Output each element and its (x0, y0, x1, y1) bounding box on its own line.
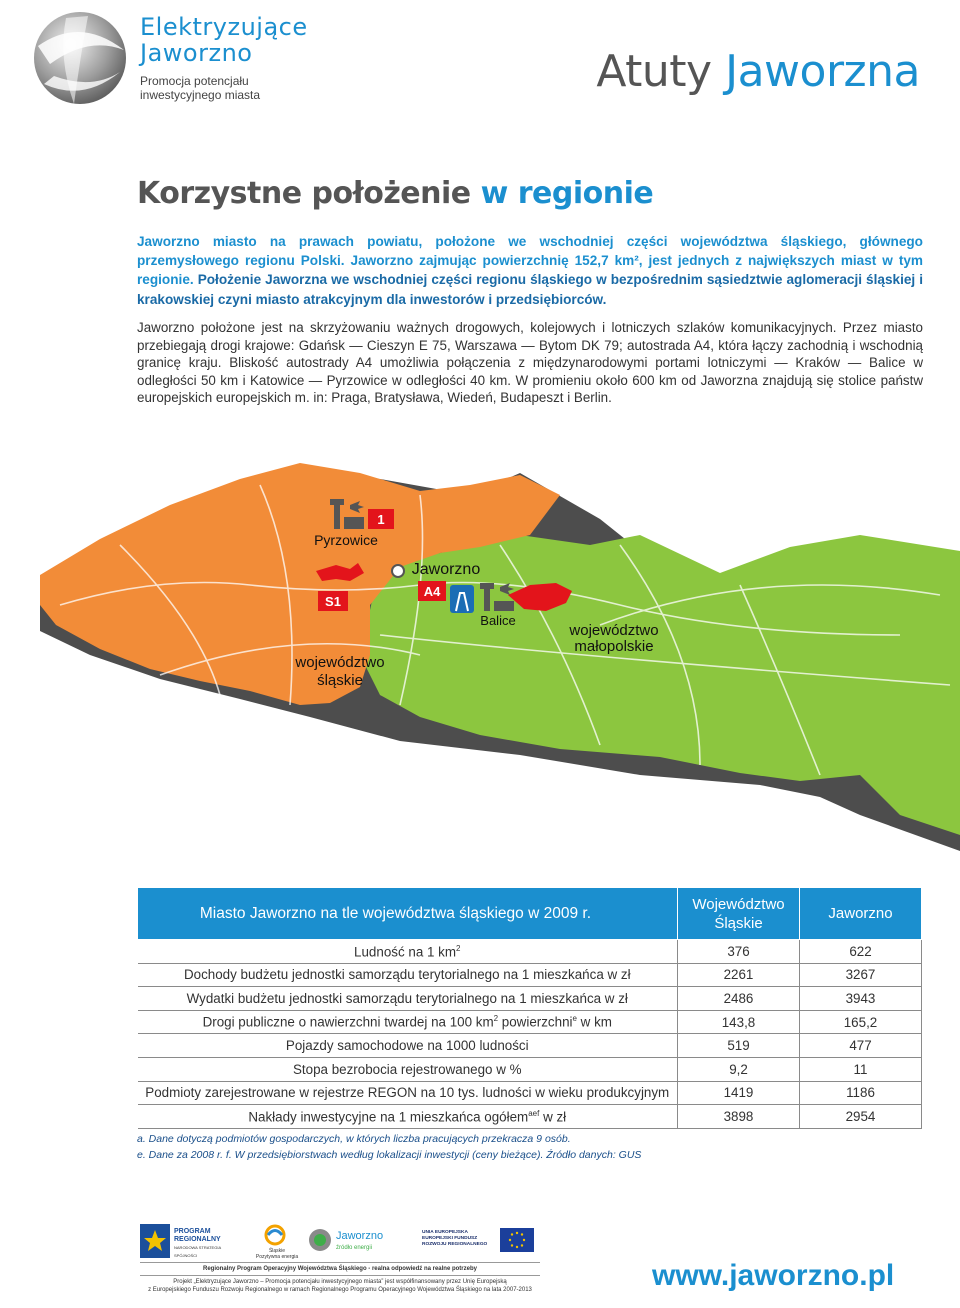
logo4-line1: UNIA EUROPEJSKA (422, 1230, 468, 1235)
note-a: a. Dane dotyczą podmiotów gospodarczych, w których liczba pracujących przekracza 9 osób. (137, 1133, 571, 1145)
col-header-jaworzno: Jaworzno (800, 888, 922, 940)
row-label: Stopa bezrobocia rejestrowanego w % (138, 1057, 678, 1081)
cell-wojewodztwo: 2261 (678, 963, 800, 987)
table-row (138, 987, 922, 1011)
label-balice: Balice (480, 613, 516, 628)
lead-part1: Jaworzno miasto na prawach powiatu, położone we wschodniej części województwa śląskiego, głównego przemysłowego regionu Polski. Jaworzno zajmując powierzchnię 152,7 km², jest jednych z największych miast w tym regionie. (137, 234, 923, 288)
logo-subtitle-line2: inwestycyjnego miasta (140, 88, 261, 102)
row-label: Dochody budżetu jednostki samorządu terytorialnego na 1 mieszkańca w zł (138, 963, 678, 987)
eu-flag-star-icon (140, 1224, 170, 1258)
cell-jaworzno: 165,2 (800, 1010, 922, 1034)
logo-title-line1: Elektryzujące (140, 13, 308, 41)
cell-jaworzno: 3943 (800, 987, 922, 1011)
cell-jaworzno: 11 (800, 1057, 922, 1081)
label-malopolskie-line2: małopolskie (574, 638, 654, 655)
table-row (138, 1105, 922, 1129)
cell-wojewodztwo: 376 (678, 940, 800, 964)
logo4-line2: EUROPEJSKI FUNDUSZ (422, 1236, 478, 1241)
logo3-line2: źródło energii (336, 1245, 373, 1251)
logo-title-line2: Jaworzno (140, 39, 253, 67)
brand-logo (28, 6, 328, 116)
footer-project-line2: z Europejskiego Funduszu Rozwoju Regionalnego w ramach Regionalnego Programu Operacyjnego Województwa Śląskiego na lata 2007-2013 (148, 1287, 532, 1293)
row-label: Wydatki budżetu jednostki samorządu terytorialnego na 1 mieszkańca w zł (138, 987, 678, 1011)
logo-slaskie (252, 1222, 302, 1262)
row-label: Pojazdy samochodowe na 1000 ludności (138, 1034, 678, 1058)
page-title-part2: Jaworzna (725, 46, 920, 97)
footer-text (140, 1262, 540, 1294)
logo-subtitle-line1: Promocja potencjału (140, 74, 249, 88)
logo1-line1: PROGRAM (174, 1228, 211, 1235)
cell-wojewodztwo: 519 (678, 1034, 800, 1058)
logo-jaworzno-footer (308, 1222, 408, 1262)
label-jaworzno: Jaworzno (411, 561, 481, 578)
cell-wojewodztwo: 1419 (678, 1081, 800, 1105)
road-1-label: 1 (377, 512, 385, 527)
page-title (596, 44, 920, 100)
road-s1-label: S1 (325, 594, 341, 609)
section-title (137, 172, 653, 216)
body-paragraph: Jaworzno położone jest na skrzyżowaniu ważnych drogowych, kolejowych i lotniczych szlaków komunikacyjnych. Przez miasto przebiegają drogi krajowe: Gdańsk — Cieszyn E 75, Warszawa — Bytom DK 79; autostrada A4, która łączy zachodnią i wschodnią granicę kraju. Bliskość autostrady A4 umożliwia połączenia z międzynarodowymi portami lotniczymi — Kraków — Balice w odległości 50 km i Katowice — Pyrzowice w odległości 40 km. W promieniu około 600 km od Jaworzna znajdują się stolice państw europejskich europejskich m. in: Praga, Bratysława, Wiedeń, Budapeszt i Berlin. (137, 320, 923, 405)
cell-wojewodztwo: 3898 (678, 1105, 800, 1129)
row-label: Podmioty zarejestrowane w rejestrze REGON na 10 tys. ludności w wieku produkcyjnym (138, 1081, 678, 1105)
cell-wojewodztwo: 143,8 (678, 1010, 800, 1034)
row-label: Ludność na 1 $km^2$ (138, 940, 678, 964)
cell-jaworzno: 477 (800, 1034, 922, 1058)
note-ef: e. Dane za 2008 r. f. W przedsiębiorstwach według lokalizacji inwestycji (ceny bieżące). Źródło danych: GUS (137, 1148, 642, 1161)
logo1-line3: NARODOWA STRATEGIA SPÓJNOŚCI (174, 1245, 221, 1258)
table-title: Miasto Jaworzno na tle województwa śląskiego w 2009 r. (138, 888, 678, 940)
logo-sphere-icon (28, 6, 133, 116)
lead-paragraph (137, 232, 923, 309)
table-row (138, 1057, 922, 1081)
table-row (138, 963, 922, 987)
cell-wojewodztwo: 2486 (678, 987, 800, 1011)
road-s1-badge (318, 591, 348, 611)
footer-slogan: Regionalny Program Operacyjny Województwa Śląskiego - realna odpowiedź na realne potrzeby (203, 1266, 477, 1272)
slaskie-swirl-icon (264, 1224, 286, 1246)
footer-logos (140, 1222, 540, 1262)
logo-program-regionalny (140, 1222, 240, 1262)
row-label: Drogi publiczne o nawierzchni twardej na 100 $km^2$ powierzchni$^e$ w km (138, 1010, 678, 1034)
label-malopolskie-line1: województwo (569, 622, 659, 639)
lead-part2: Położenie Jaworzna we wschodniej części regionu śląskiego w bezpośrednim sąsiedztwie aglomeracji śląskiej i krakowskiej czyni miasto atrakcyjnym dla inwestorów i przedsiębiorców. (137, 272, 923, 307)
footer-project-line1: Projekt „Elektryzujące Jaworzno – Promocja potencjału inwestycyjnego miasta” jest współfinansowany przez Unię Europejską (173, 1279, 507, 1285)
eu-flag-icon (500, 1228, 534, 1252)
road-a4-label: A4 (423, 584, 441, 599)
label-pyrzowice: Pyrzowice (314, 532, 378, 548)
logo1-line2: REGIONALNY (174, 1236, 221, 1243)
col-header-wojewodztwo (678, 888, 800, 940)
jaworzno-sphere-icon (308, 1228, 332, 1252)
region-map (0, 455, 960, 875)
section-title-part2: w regionie (480, 176, 654, 211)
logo4-line3: ROZWOJU REGIONALNEGO (422, 1242, 488, 1247)
table-header-row (138, 888, 922, 940)
logo-unia-europejska (422, 1222, 538, 1262)
section-title-part1: Korzystne położenie (137, 176, 471, 211)
jaworzno-pin-icon (392, 565, 404, 577)
logo2-line2: Pozytywna energia (255, 1254, 299, 1260)
cell-jaworzno: 2954 (800, 1105, 922, 1129)
website-link[interactable]: www.jaworzno.pl (652, 1259, 895, 1292)
table-row (138, 1081, 922, 1105)
cell-wojewodztwo: 9,2 (678, 1057, 800, 1081)
table-row (138, 1034, 922, 1058)
cell-jaworzno: 1186 (800, 1081, 922, 1105)
table-row (138, 1010, 922, 1034)
label-slaskie-line2: śląskie (317, 672, 363, 689)
logo-title (140, 14, 308, 66)
motorway-sign-icon (450, 585, 474, 613)
row-label: Nakłady inwestycyjne na 1 mieszkańca ogółem$^{aef}$ w zł (138, 1105, 678, 1129)
cell-jaworzno: 622 (800, 940, 922, 964)
table-notes (137, 1132, 837, 1163)
label-slaskie-line1: województwo (295, 654, 385, 671)
cell-jaworzno: 3267 (800, 963, 922, 987)
road-a4-badge (418, 581, 446, 601)
col-header-woj-line1: Województwo (692, 895, 785, 913)
page-title-part1: Atuty (596, 46, 712, 97)
table-row (138, 940, 922, 964)
logo-subtitle (140, 74, 260, 102)
logo2-line1: Śląskie (268, 1248, 286, 1254)
road-1-badge (368, 509, 394, 529)
logo3-line1: Jaworzno (336, 1230, 384, 1242)
col-header-woj-line2: Śląskie (714, 914, 763, 932)
stats-table (137, 887, 922, 1129)
